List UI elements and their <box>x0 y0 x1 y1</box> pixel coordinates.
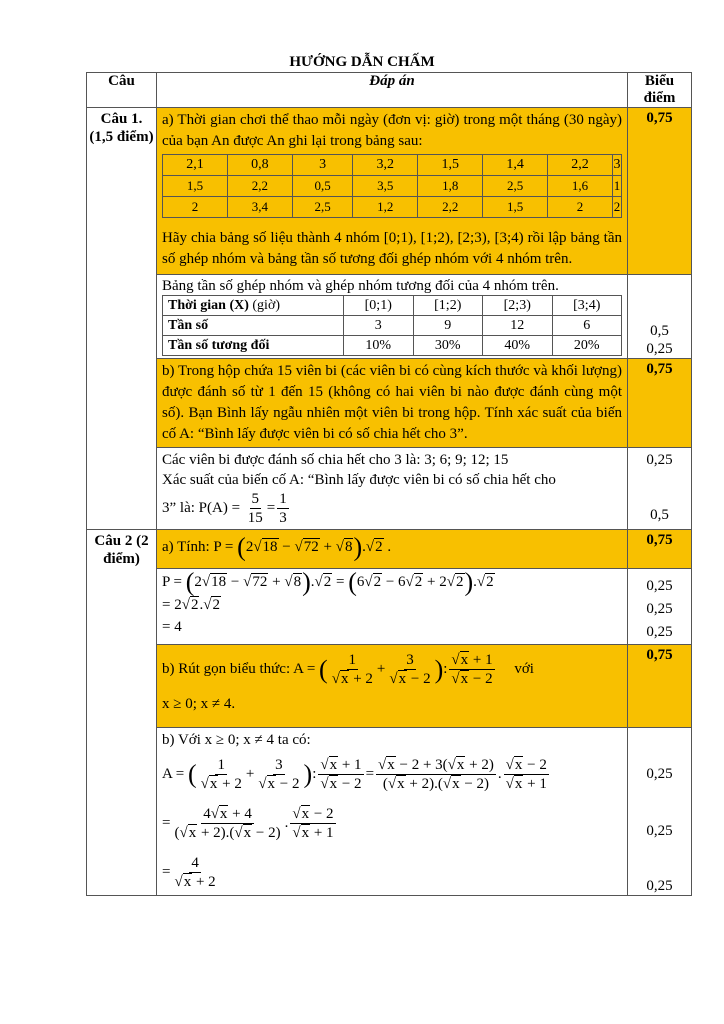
cau1-a-answer-row <box>87 275 692 359</box>
cau1-b-answer-line: 3” là: P(A) = <box>162 499 241 516</box>
data-cell: 0,8 <box>227 155 292 176</box>
point-value: 0,25 <box>646 578 673 594</box>
freq-value: 6 <box>552 316 622 336</box>
data-cell: 3 <box>613 155 622 176</box>
fraction <box>246 490 265 527</box>
data-cell: 3,4 <box>227 197 292 218</box>
frequency-table <box>162 295 622 356</box>
raw-data-table <box>162 154 622 218</box>
cau2-b-points: 0,75 <box>628 645 692 728</box>
data-cell: 1,5 <box>418 155 483 176</box>
cau1-b-points: 0,75 <box>628 359 692 448</box>
cau2-b-condition: x ≥ 0; x ≠ 4. <box>162 696 236 712</box>
data-cell: 2,1 <box>163 155 228 176</box>
data-cell: 1,2 <box>353 197 418 218</box>
raw-data-row <box>163 197 622 218</box>
data-cell: 1,6 <box>548 176 613 197</box>
cau1-b-answer-row <box>87 448 692 530</box>
formula-line: = $\frac{4}{√x + 2}$ <box>162 855 216 890</box>
cau2-a-points: 0,75 <box>628 530 692 569</box>
data-cell: 1,8 <box>418 176 483 197</box>
cau1-a-question-row <box>87 108 692 275</box>
cau1-b-answer-formula: 3” là: P(A) = $\frac{5}{15}$ = $\frac{1}{3}$ <box>162 491 287 526</box>
freq-count-row <box>163 316 622 336</box>
cau1-a-question-cell <box>157 108 628 275</box>
data-cell: 0,5 <box>292 176 353 197</box>
grading-table <box>86 72 692 896</box>
fraction <box>277 490 289 527</box>
denominator: 15 <box>247 510 263 526</box>
numerator: 5 <box>251 491 260 507</box>
freq-label-bold: Thời gian (X) <box>168 298 249 313</box>
formula-line: A = ( $\frac{1}{√x + 2}$ + $\frac{3}{√x - 2}$ ): $\frac{√x + 1}{√x - 2}$ = $\frac{√x - 2 + 3(√x + 2)}{(√x + 2).(√x - 2)}$ . $\frac{√x - 2}{√x + 1}$ <box>162 757 547 792</box>
formula-line: P = (2√18 − √72 + √8).√2 = (6√2 − 6√2 + 2√2).√2 <box>162 567 494 597</box>
freq-rel-value: 40% <box>483 336 553 356</box>
formula-p: P = (2√18 − √72 + √8).√2 . <box>213 532 392 562</box>
formula-line: = $\frac{4√x + 4}{(√x + 2).(√x - 2)}$ . $\frac{√x - 2}{√x + 1}$ <box>162 806 334 841</box>
point-value: 0,25 <box>646 766 673 782</box>
cau2-a-answer-row <box>87 569 692 645</box>
freq-row-label: Tần số tương đối <box>163 336 344 356</box>
point-value: 0,5 <box>650 323 669 339</box>
freq-group: [2;3) <box>483 296 553 316</box>
cau1-b-question-row <box>87 359 692 448</box>
freq-row-label <box>163 296 344 316</box>
cau1-a-answer-cell <box>157 275 628 359</box>
point-value: 0,25 <box>646 878 673 894</box>
cau2-a-prefix: a) Tính: <box>162 539 210 555</box>
freq-value: 12 <box>483 316 553 336</box>
cau1-b-answer-line: Các viên bi được đánh số chia hết cho 3 là: 3; 6; 9; 12; 15 <box>162 452 509 468</box>
freq-rel-value: 30% <box>413 336 483 356</box>
point-value: 0,25 <box>646 452 673 468</box>
data-cell: 1,4 <box>483 155 548 176</box>
formula-a: A = ( $\frac{1}{√x + 2}$ + $\frac{3}{√x - 2}$ ): $\frac{√x + 1}{√x - 2}$ <box>293 652 493 687</box>
data-cell: 3,2 <box>353 155 418 176</box>
data-cell: 2 <box>613 197 622 218</box>
formula-line: = 2√2.√2 <box>162 596 220 613</box>
raw-data-row <box>163 176 622 197</box>
freq-group: [0;1) <box>344 296 414 316</box>
data-cell: 1,5 <box>483 197 548 218</box>
cau1-b-answer-cell <box>157 448 628 530</box>
raw-data-row <box>163 155 622 176</box>
header-cau: Câu <box>87 73 157 108</box>
cau1-label: Câu 1. (1,5 điểm) <box>87 108 157 530</box>
cau1-b-question: b) Trong hộp chứa 15 viên bi (các viên bi có cùng kích thước và khối lượng) được đánh số từ 1 đến 15 (không có hai viên bi nào được đánh cùng một số). Bạn Bình lấy ngẫu nhiên một viên bi trong hộp. Tính xác suất của biến cố A: “Bình lấy được viên bi có số chia hết cho 3”. <box>157 359 628 448</box>
cau1-a-question: a) Thời gian chơi thể thao mỗi ngày (đơn vị: giờ) trong một tháng (30 ngày) của bạn An được An ghi lại trong bảng sau: <box>162 112 622 149</box>
cau2-a-answer <box>157 569 628 645</box>
cau2-b-answer-points <box>628 728 692 896</box>
cau2-a-answer-points <box>628 569 692 645</box>
data-cell: 2,2 <box>548 155 613 176</box>
header-row <box>87 73 692 108</box>
freq-group: [1;2) <box>413 296 483 316</box>
cau2-b-question-cell <box>157 645 628 728</box>
data-cell: 2 <box>548 197 613 218</box>
page-title: HƯỚNG DẪN CHẤM <box>289 54 435 70</box>
freq-rel-value: 20% <box>552 336 622 356</box>
cau2-b-answer <box>157 728 628 896</box>
cau2-b-answer-row <box>87 728 692 896</box>
cau2-b-answer-intro: b) Với x ≥ 0; x ≠ 4 ta có: <box>162 732 311 748</box>
cau2-label: Câu 2 (2 điểm) <box>87 530 157 896</box>
data-cell: 2,2 <box>418 197 483 218</box>
cau2-a-question-row <box>87 530 692 569</box>
cau2-b-prefix: b) Rút gọn biểu thức: <box>162 660 291 677</box>
freq-label-unit: (giờ) <box>248 298 281 313</box>
freq-row-label: Tần số <box>163 316 344 336</box>
data-cell: 3 <box>292 155 353 176</box>
freq-value: 9 <box>413 316 483 336</box>
cau1-a-answer-points <box>628 275 692 359</box>
numerator: 1 <box>279 491 287 507</box>
data-cell: 3,5 <box>353 176 418 197</box>
cau1-a-answer-intro: Bảng tần số ghép nhóm và ghép nhóm tương đối của 4 nhóm trên. <box>162 278 559 294</box>
point-value: 0,25 <box>646 601 673 617</box>
freq-relative-row <box>163 336 622 356</box>
data-cell: 1 <box>613 176 622 197</box>
data-cell: 2 <box>163 197 228 218</box>
cau1-b-answer-points <box>628 448 692 530</box>
freq-value: 3 <box>344 316 414 336</box>
point-value: 0,25 <box>646 341 673 357</box>
header-bieu-diem: Biểu điểm <box>628 73 692 108</box>
point-value: 0,25 <box>646 823 673 839</box>
freq-rel-value: 10% <box>344 336 414 356</box>
header-dap-an: Đáp án <box>157 73 628 108</box>
cau1-a-points: 0,75 <box>628 108 692 275</box>
data-cell: 2,2 <box>227 176 292 197</box>
denominator: 3 <box>279 510 287 526</box>
formula-line: = 4 <box>162 618 182 635</box>
cau1-a-task: Hãy chia bảng số liệu thành 4 nhóm [0;1), [1;2), [2;3), [3;4) rồi lập bảng tần số ghép nhóm và bảng tần số tương đối ghép nhóm với 4 nhóm trên. <box>162 230 622 267</box>
cau1-b-answer-line: Xác suất của biến cố A: “Bình lấy được viên bi có số chia hết cho <box>162 472 556 488</box>
cau2-b-question <box>162 651 622 688</box>
point-value: 0,5 <box>650 507 669 523</box>
cau2-b-suffix: với <box>514 660 534 677</box>
freq-group: [3;4) <box>552 296 622 316</box>
freq-header-row <box>163 296 622 316</box>
cau2-b-question-row <box>87 645 692 728</box>
cau2-a-question <box>157 530 628 569</box>
data-cell: 2,5 <box>292 197 353 218</box>
data-cell: 2,5 <box>483 176 548 197</box>
data-cell: 1,5 <box>163 176 228 197</box>
point-value: 0,25 <box>646 624 673 640</box>
